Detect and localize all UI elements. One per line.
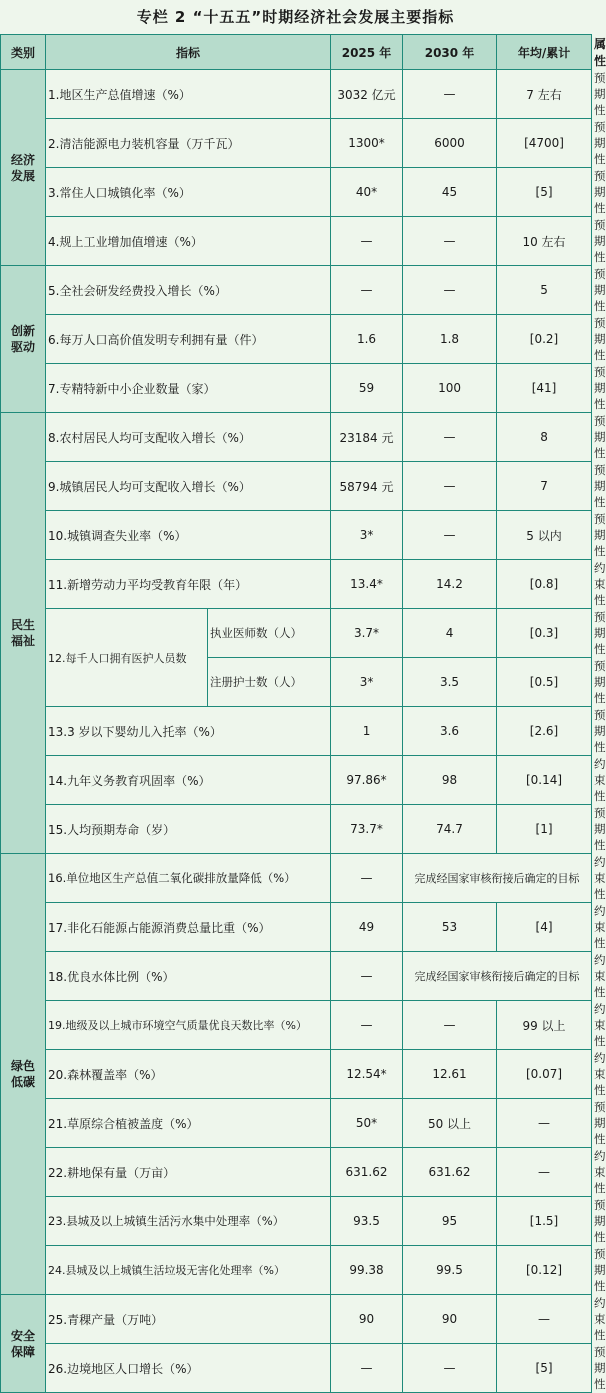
- table-title: 专栏 2 “十五五”时期经济社会发展主要指标: [136, 8, 455, 26]
- value-note: 完成经国家审核衔接后确定的目标: [403, 854, 592, 903]
- value-2030: —: [403, 511, 497, 560]
- indicator-name: 26.边境地区人口增长（%）: [46, 1344, 331, 1393]
- value-2030: —: [403, 1344, 497, 1393]
- table-row: 10.城镇调查失业率（%） 3* — 5 以内 预期性: [1, 511, 592, 560]
- table-row: 13.3 岁以下婴幼儿入托率（%） 1 3.6 [2.6] 预期性: [1, 707, 592, 756]
- value-2025: 1300*: [331, 119, 403, 168]
- table-row: 民生 福祉 8.农村居民人均可支配收入增长（%） 23184 元 — 8 预期性: [1, 413, 592, 462]
- indicator-name: 7.专精特新中小企业数量（家）: [46, 364, 331, 413]
- value-2030: —: [403, 266, 497, 315]
- value-2030: 6000: [403, 119, 497, 168]
- indicator-name: 2.清洁能源电力装机容量（万千瓦）: [46, 119, 331, 168]
- indicator-name: 14.九年义务教育巩固率（%）: [46, 756, 331, 805]
- value-avg: [4]: [497, 903, 592, 952]
- indicator-name: 12.每千人口拥有医护人员数: [46, 609, 208, 707]
- value-2025: 93.5: [331, 1197, 403, 1246]
- value-avg: 7 左右: [497, 70, 592, 119]
- value-avg: [0.8]: [497, 560, 592, 609]
- table-row: 18.优良水体比例（%） — 完成经国家审核衔接后确定的目标 约束性: [1, 952, 592, 1001]
- indicator-name: 19.地级及以上城市环境空气质量优良天数比率（%）: [46, 1001, 331, 1050]
- indicator-name: 3.常住人口城镇化率（%）: [46, 168, 331, 217]
- table-row: 14.九年义务教育巩固率（%） 97.86* 98 [0.14] 约束性: [1, 756, 592, 805]
- value-avg: [0.5]: [497, 658, 592, 707]
- indicator-name: 8.农村居民人均可支配收入增长（%）: [46, 413, 331, 462]
- category-econ: 经济 发展: [1, 70, 46, 266]
- table-row: 26.边境地区人口增长（%） — — [5] 预期性: [1, 1344, 592, 1393]
- indicator-name: 15.人均预期寿命（岁）: [46, 805, 331, 854]
- value-2030: 74.7: [403, 805, 497, 854]
- table-row: 4.规上工业增加值增速（%） — — 10 左右 预期性: [1, 217, 592, 266]
- indicator-name: 18.优良水体比例（%）: [46, 952, 331, 1001]
- value-2030: 100: [403, 364, 497, 413]
- value-2025: 50*: [331, 1099, 403, 1148]
- value-2030: 14.2: [403, 560, 497, 609]
- value-avg: [0.07]: [497, 1050, 592, 1099]
- value-2025: —: [331, 854, 403, 903]
- value-2025: 3*: [331, 511, 403, 560]
- indicators-table: [0, 34, 606, 1393]
- indicator-name: 17.非化石能源占能源消费总量比重（%）: [46, 903, 331, 952]
- indicator-name: 16.单位地区生产总值二氧化碳排放量降低（%）: [46, 854, 331, 903]
- value-avg: 5 以内: [497, 511, 592, 560]
- value-avg: 99 以上: [497, 1001, 592, 1050]
- value-avg: [4700]: [497, 119, 592, 168]
- indicator-name: 10.城镇调查失业率（%）: [46, 511, 331, 560]
- value-2030: —: [403, 462, 497, 511]
- value-2025: 1: [331, 707, 403, 756]
- value-2025: 12.54*: [331, 1050, 403, 1099]
- header-2025: 2025 年: [331, 35, 403, 70]
- value-avg: [0.14]: [497, 756, 592, 805]
- indicator-name: 5.全社会研发经费投入增长（%）: [46, 266, 331, 315]
- value-avg: [0.3]: [497, 609, 592, 658]
- indicator-sub: 执业医师数（人）: [208, 609, 331, 658]
- value-2025: 99.38: [331, 1246, 403, 1295]
- value-2030: 50 以上: [403, 1099, 497, 1148]
- value-2030: —: [403, 1001, 497, 1050]
- value-avg: [2.6]: [497, 707, 592, 756]
- value-avg: [5]: [497, 168, 592, 217]
- indicator-name: 25.青稞产量（万吨）: [46, 1295, 331, 1344]
- value-avg: 10 左右: [497, 217, 592, 266]
- indicator-name: 20.森林覆盖率（%）: [46, 1050, 331, 1099]
- header-category: 类别: [1, 35, 46, 70]
- value-2025: 58794 元: [331, 462, 403, 511]
- value-2025: 97.86*: [331, 756, 403, 805]
- value-2030: 4: [403, 609, 497, 658]
- value-2030: 631.62: [403, 1148, 497, 1197]
- table-row: 2.清洁能源电力装机容量（万千瓦） 1300* 6000 [4700] 预期性: [1, 119, 592, 168]
- table-row: 15.人均预期寿命（岁） 73.7* 74.7 [1] 预期性: [1, 805, 592, 854]
- indicator-name: 23.县城及以上城镇生活污水集中处理率（%）: [46, 1197, 331, 1246]
- value-2025: —: [331, 952, 403, 1001]
- value-avg: —: [497, 1148, 592, 1197]
- table-row: 经济 发展 1.地区生产总值增速（%） 3032 亿元 — 7 左右 预期性: [1, 70, 592, 119]
- value-2025: 23184 元: [331, 413, 403, 462]
- value-2030: 95: [403, 1197, 497, 1246]
- value-2025: —: [331, 266, 403, 315]
- value-avg: [0.12]: [497, 1246, 592, 1295]
- value-2025: 3032 亿元: [331, 70, 403, 119]
- indicator-name: 22.耕地保有量（万亩）: [46, 1148, 331, 1197]
- value-2025: 49: [331, 903, 403, 952]
- header-row: 类别 指标 2025 年 2030 年 年均/累计 属性: [1, 35, 592, 70]
- value-2030: —: [403, 413, 497, 462]
- table-row: 19.地级及以上城市环境空气质量优良天数比率（%） — — 99 以上 约束性: [1, 1001, 592, 1050]
- value-2030: 1.8: [403, 315, 497, 364]
- value-2030: 3.6: [403, 707, 497, 756]
- value-2030: 12.61: [403, 1050, 497, 1099]
- value-avg: [5]: [497, 1344, 592, 1393]
- value-2025: 90: [331, 1295, 403, 1344]
- value-avg: —: [497, 1295, 592, 1344]
- value-avg: [1]: [497, 805, 592, 854]
- value-avg: [0.2]: [497, 315, 592, 364]
- value-avg: [41]: [497, 364, 592, 413]
- value-2025: 631.62: [331, 1148, 403, 1197]
- header-2030: 2030 年: [403, 35, 497, 70]
- indicator-name: 11.新增劳动力平均受教育年限（年）: [46, 560, 331, 609]
- value-2025: 13.4*: [331, 560, 403, 609]
- value-2025: 3*: [331, 658, 403, 707]
- value-2025: 73.7*: [331, 805, 403, 854]
- indicator-name: 9.城镇居民人均可支配收入增长（%）: [46, 462, 331, 511]
- table-row: 安全 保障 25.青稞产量（万吨） 90 90 — 约束性: [1, 1295, 592, 1344]
- value-2030: 98: [403, 756, 497, 805]
- value-note: 完成经国家审核衔接后确定的目标: [403, 952, 592, 1001]
- table-row: 20.森林覆盖率（%） 12.54* 12.61 [0.07] 约束性: [1, 1050, 592, 1099]
- table-row: 12.每千人口拥有医护人员数 执业医师数（人） 3.7* 4 [0.3] 预期性: [1, 609, 592, 658]
- value-2025: —: [331, 1001, 403, 1050]
- indicator-name: 4.规上工业增加值增速（%）: [46, 217, 331, 266]
- table-row: 6.每万人口高价值发明专利拥有量（件） 1.6 1.8 [0.2] 预期性: [1, 315, 592, 364]
- indicator-sub: 注册护士数（人）: [208, 658, 331, 707]
- table-row: 24.县城及以上城镇生活垃圾无害化处理率（%） 99.38 99.5 [0.12] 预期性: [1, 1246, 592, 1295]
- value-2030: 45: [403, 168, 497, 217]
- value-2025: 40*: [331, 168, 403, 217]
- value-2025: 3.7*: [331, 609, 403, 658]
- value-avg: —: [497, 1099, 592, 1148]
- value-2030: 53: [403, 903, 497, 952]
- value-avg: 5: [497, 266, 592, 315]
- value-avg: 7: [497, 462, 592, 511]
- header-indicator: 指标: [46, 35, 331, 70]
- category-green: 绿色 低碳: [1, 854, 46, 1295]
- table-row: 3.常住人口城镇化率（%） 40* 45 [5] 预期性: [1, 168, 592, 217]
- value-avg: [1.5]: [497, 1197, 592, 1246]
- value-2030: 90: [403, 1295, 497, 1344]
- table-row: 22.耕地保有量（万亩） 631.62 631.62 — 约束性: [1, 1148, 592, 1197]
- value-2025: 59: [331, 364, 403, 413]
- table-row: 创新 驱动 5.全社会研发经费投入增长（%） — — 5 预期性: [1, 266, 592, 315]
- value-2030: —: [403, 70, 497, 119]
- category-live: 民生 福祉: [1, 413, 46, 854]
- category-innov: 创新 驱动: [1, 266, 46, 413]
- table-row: 7.专精特新中小企业数量（家） 59 100 [41] 预期性: [1, 364, 592, 413]
- table-row: 23.县城及以上城镇生活污水集中处理率（%） 93.5 95 [1.5] 预期性: [1, 1197, 592, 1246]
- value-avg: 8: [497, 413, 592, 462]
- value-2030: —: [403, 217, 497, 266]
- value-2025: 1.6: [331, 315, 403, 364]
- indicator-name: 13.3 岁以下婴幼儿入托率（%）: [46, 707, 331, 756]
- category-safe: 安全 保障: [1, 1295, 46, 1393]
- table-row: 9.城镇居民人均可支配收入增长（%） 58794 元 — 7 预期性: [1, 462, 592, 511]
- table-row: 注册护士数（人） 3* 3.5 [0.5] 预期性: [1, 658, 592, 707]
- header-avg: 年均/累计: [497, 35, 592, 70]
- indicator-name: 21.草原综合植被盖度（%）: [46, 1099, 331, 1148]
- table-row: 11.新增劳动力平均受教育年限（年） 13.4* 14.2 [0.8] 约束性: [1, 560, 592, 609]
- indicator-name: 6.每万人口高价值发明专利拥有量（件）: [46, 315, 331, 364]
- value-2030: 3.5: [403, 658, 497, 707]
- indicator-name: 24.县城及以上城镇生活垃圾无害化处理率（%）: [46, 1246, 331, 1295]
- value-2025: —: [331, 1344, 403, 1393]
- value-2030: 99.5: [403, 1246, 497, 1295]
- value-2025: —: [331, 217, 403, 266]
- table-row: 绿色 低碳 16.单位地区生产总值二氧化碳排放量降低（%） — 完成经国家审核衔接后确定的目标 约束性: [1, 854, 592, 903]
- indicator-name: 1.地区生产总值增速（%）: [46, 70, 331, 119]
- table-row: 21.草原综合植被盖度（%） 50* 50 以上 — 预期性: [1, 1099, 592, 1148]
- table-row: 17.非化石能源占能源消费总量比重（%） 49 53 [4] 约束性: [1, 903, 592, 952]
